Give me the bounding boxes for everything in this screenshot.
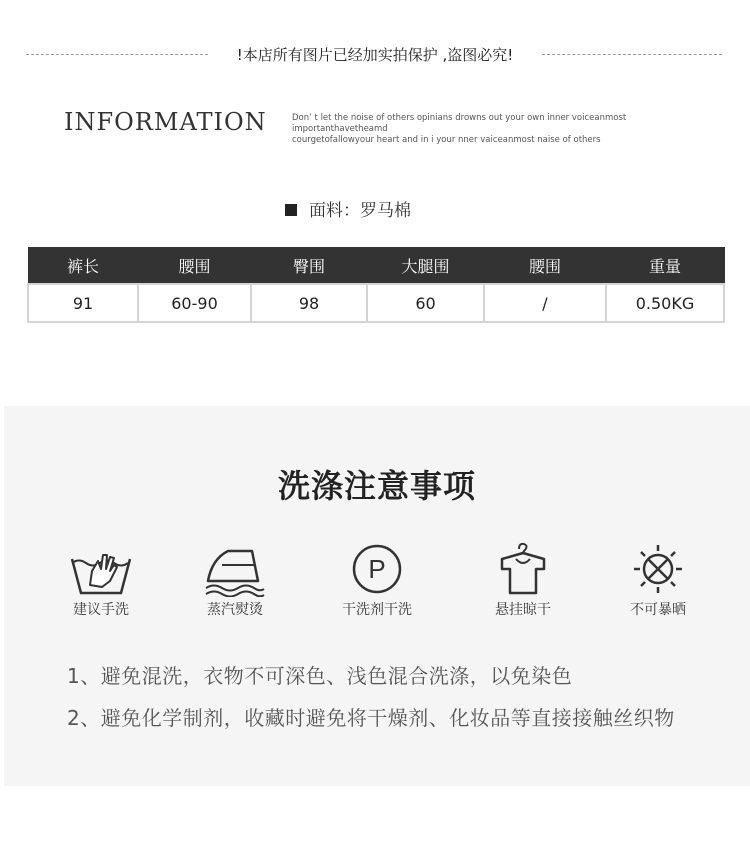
table-cell: 60-90	[138, 284, 251, 322]
table-cell: /	[484, 284, 606, 322]
care-label: 不可暴晒	[630, 602, 686, 618]
copyright-notice	[0, 42, 750, 66]
header-cell: 裤长	[28, 248, 138, 285]
size-table	[27, 247, 725, 323]
information-heading: INFORMATION	[64, 108, 267, 136]
square-bullet-icon	[285, 204, 297, 216]
care-label: 干洗剂干洗	[342, 602, 412, 618]
care-item-hand-wash	[46, 541, 156, 619]
copyright-notice-text: !本店所有图片已经加实拍保护 ,盗图必究!	[236, 46, 514, 64]
header-cell: 臀围	[251, 248, 367, 285]
care-instructions-panel	[4, 406, 750, 786]
care-label: 蒸汽熨烫	[207, 602, 263, 618]
care-title: 洗涤注意事项	[277, 467, 476, 505]
table-cell: 0.50KG	[606, 284, 724, 322]
care-label: 建议手洗	[73, 602, 129, 618]
dry-clean-p-icon	[344, 541, 410, 597]
information-subtext-line-2: courgetofallowyour heart and in i your nner vaiceanmost naise of others	[292, 135, 601, 145]
dashed-divider-left	[26, 54, 208, 55]
table-row	[28, 284, 724, 322]
header-cell: 腰围	[138, 248, 251, 285]
size-table-header-row	[28, 248, 724, 285]
table-cell: 60	[367, 284, 484, 322]
care-label: 悬挂晾干	[495, 602, 551, 618]
header-cell: 大腿围	[367, 248, 484, 285]
dashed-divider-right	[542, 54, 722, 55]
care-rule-2: 2、避免化学制剂，收藏时避免将干燥剂、化妆品等直接接触丝织物	[67, 706, 675, 730]
table-cell: 98	[251, 284, 367, 322]
care-item-no-sun-dry	[603, 541, 713, 619]
care-rule-1: 1、避免混洗，衣物不可深色、浅色混合洗涤，以免染色	[67, 664, 573, 688]
fabric-info	[285, 196, 411, 221]
table-cell: 91	[28, 284, 138, 322]
care-item-steam-iron	[180, 541, 290, 619]
hang-dry-icon	[490, 541, 556, 597]
hand-wash-icon	[68, 541, 134, 597]
steam-iron-icon	[202, 541, 268, 597]
header-cell: 重量	[606, 248, 724, 285]
information-subtext-line-1: Don’ t let the noise of others opinians drowns out your own inner voiceanmost importanthavetheamd	[292, 113, 627, 134]
svg-text:P: P	[368, 554, 386, 584]
information-subtext	[292, 113, 722, 146]
care-item-dry-clean	[322, 541, 432, 619]
care-item-hang-dry	[468, 541, 578, 619]
fabric-label: 面料：罗马棉	[309, 201, 411, 221]
header-cell: 腰围	[484, 248, 606, 285]
no-sun-dry-icon	[625, 541, 691, 597]
